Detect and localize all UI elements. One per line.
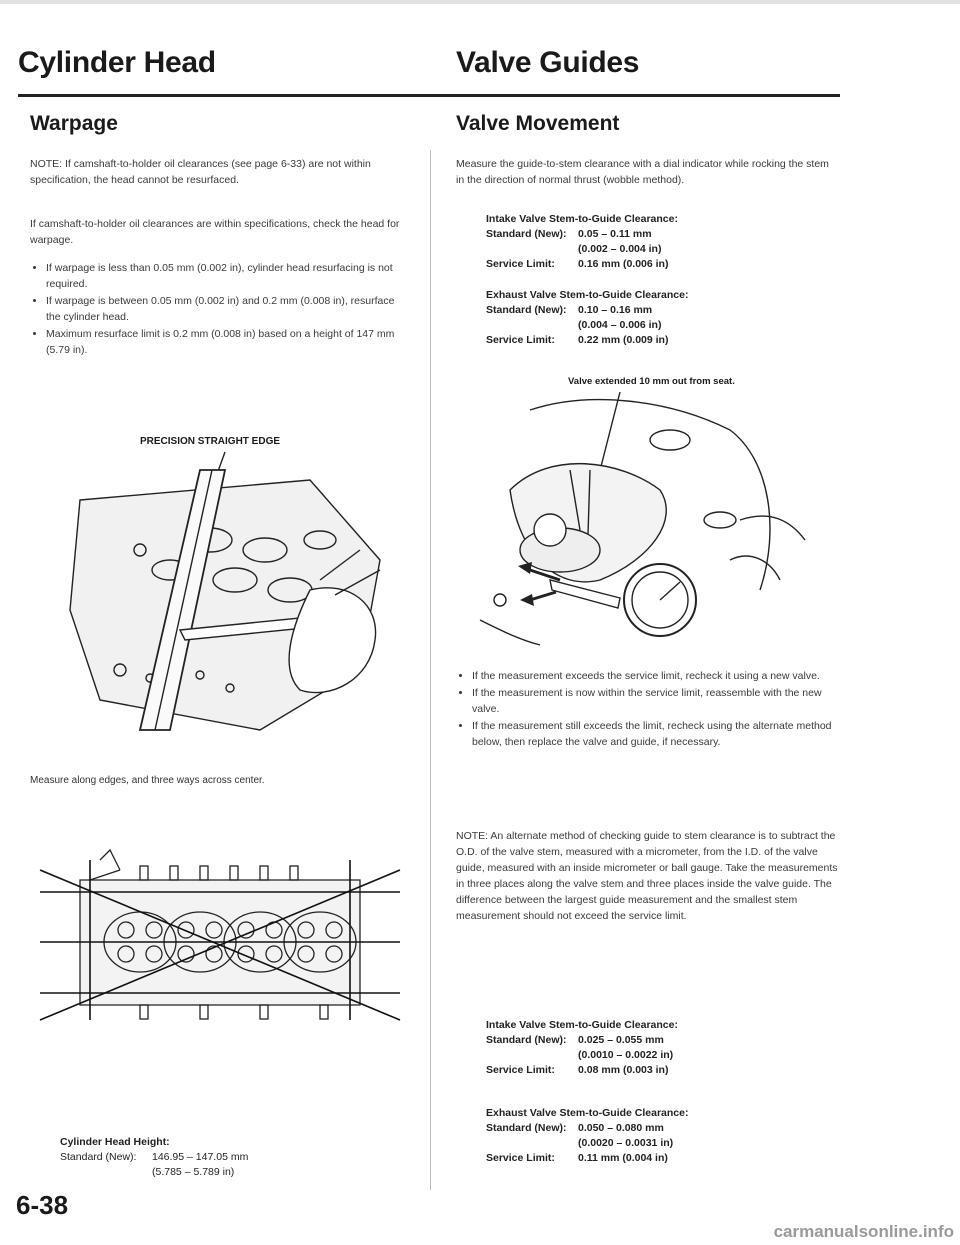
- spec-value: 146.95 – 147.05 mm: [152, 1151, 249, 1163]
- exhaust-clearance-spec: [486, 288, 688, 348]
- spec-title: Exhaust Valve Stem-to-Guide Clearance:: [486, 289, 689, 301]
- intake-clearance-spec: [486, 212, 678, 272]
- list-item: • If warpage is less than 0.05 mm (0.002 in), cylinder head resurfacing is not required.: [46, 260, 406, 292]
- watermark: carmanualsonline.info: [773, 1222, 954, 1241]
- spec-value-inch: (0.0020 – 0.0031 in): [578, 1137, 674, 1149]
- fig1-caption: Measure along edges, and three ways across center.: [30, 775, 265, 786]
- spec-key: Service Limit:: [486, 334, 555, 346]
- top-edge-line: [0, 0, 960, 4]
- spec-title: Cylinder Head Height:: [60, 1136, 170, 1148]
- note-alternate-method: NOTE: An alternate method of checking guide to stem clearance is to subtract the O.D. of the valve stem, measured with a micrometer, from the I.D. of the valve guide, measured with an inside micrometer or ball gauge. Take the measurements in three places along the valve stem and three places inside the valve guide. The difference between the largest guide measurement and the smallest stem measurement should not exceed the service limit.: [456, 830, 838, 922]
- section-title-cylinder-head: Cylinder Head: [18, 46, 216, 79]
- list-item: • If the measurement still exceeds the limit, recheck using the alternate method below, then replace the valve and guide, if necessary.: [472, 718, 840, 750]
- dial-indicator-illustration: [470, 370, 830, 660]
- spec-value: 0.050 – 0.080 mm: [578, 1122, 664, 1134]
- spec-key: Service Limit:: [486, 1152, 555, 1164]
- spec-key: Standard (New):: [486, 1122, 567, 1134]
- intro-wobble-method: Measure the guide-to-stem clearance with a dial indicator while rocking the stem in the direction of normal thrust (wobble method).: [456, 158, 829, 186]
- note-check-warpage: If camshaft-to-holder oil clearances are within specifications, check the head for warpage.: [30, 218, 400, 246]
- spec-value: 0.025 – 0.055 mm: [578, 1034, 664, 1046]
- spec-key: Standard (New):: [486, 228, 567, 240]
- list-item: • If the measurement is now within the service limit, reassemble with the new valve.: [472, 685, 840, 717]
- heading-warpage: Warpage: [30, 112, 118, 135]
- list-item: • If warpage is between 0.05 mm (0.002 in) and 0.2 mm (0.008 in), resurface the cylinder head.: [46, 293, 406, 325]
- spec-value: 0.16 mm (0.006 in): [578, 258, 669, 270]
- spec-value: 0.08 mm (0.003 in): [578, 1064, 669, 1076]
- spec-title: Intake Valve Stem-to-Guide Clearance:: [486, 1019, 678, 1031]
- spec-key: Standard (New):: [486, 1034, 567, 1046]
- spec-title: Exhaust Valve Stem-to-Guide Clearance:: [486, 1107, 689, 1119]
- spec-value: 0.11 mm (0.004 in): [578, 1152, 668, 1164]
- exhaust-clearance-spec-alt: [486, 1106, 688, 1166]
- note-camshaft-clearance: NOTE: If camshaft-to-holder oil clearances (see page 6-33) are not within specification, the head cannot be resurfaced.: [30, 158, 371, 186]
- spec-value: 0.05 – 0.11 mm: [578, 228, 652, 240]
- straight-edge-drawing: [60, 430, 400, 750]
- header-rule: [18, 94, 840, 97]
- spec-key: Service Limit:: [486, 258, 555, 270]
- cylinder-head-height-spec: [60, 1135, 248, 1180]
- heading-valve-movement: Valve Movement: [456, 112, 620, 135]
- spec-value-inch: (0.002 – 0.004 in): [578, 243, 662, 255]
- spec-key: Service Limit:: [486, 1064, 555, 1076]
- spec-value-inch: (0.0010 – 0.0022 in): [578, 1049, 674, 1061]
- head-top-view-drawing: [30, 830, 410, 1030]
- spec-key: Standard (New):: [60, 1151, 137, 1163]
- list-item: • Maximum resurface limit is 0.2 mm (0.008 in) based on a height of 147 mm (5.79 in).: [46, 326, 406, 358]
- list-item: • If the measurement exceeds the service limit, recheck it using a new valve.: [472, 668, 840, 684]
- dial-indicator-drawing: [470, 370, 830, 660]
- intake-clearance-spec-alt: [486, 1018, 678, 1078]
- spec-value-inch: (0.004 – 0.006 in): [578, 319, 662, 331]
- spec-title: Intake Valve Stem-to-Guide Clearance:: [486, 213, 678, 225]
- spec-value: 0.22 mm (0.009 in): [578, 334, 669, 346]
- section-title-valve-guides: Valve Guides: [456, 46, 640, 79]
- page-number: 6-38: [16, 1190, 69, 1220]
- warpage-bullets: [30, 260, 406, 359]
- spec-value: 0.10 – 0.16 mm: [578, 304, 653, 316]
- column-divider: [430, 150, 431, 1190]
- fig-label-valve-extended: Valve extended 10 mm out from seat.: [568, 376, 735, 387]
- measurement-lines-diagram: [30, 830, 410, 1030]
- measurement-bullets: [456, 668, 840, 751]
- fig-label-straight-edge: PRECISION STRAIGHT EDGE: [140, 436, 281, 447]
- spec-value-inch: (5.785 – 5.789 in): [152, 1166, 235, 1178]
- straight-edge-illustration: [60, 430, 400, 750]
- spec-key: Standard (New):: [486, 304, 567, 316]
